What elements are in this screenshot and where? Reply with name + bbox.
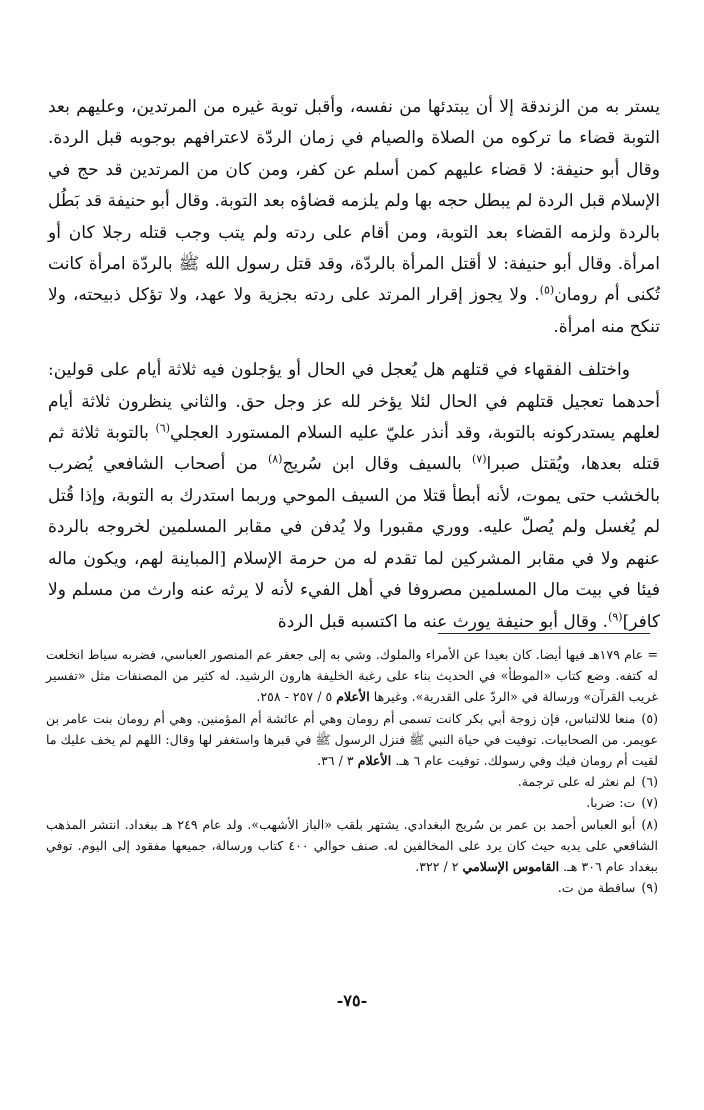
footnote-number: (٥) [641,710,658,726]
source-reference: القاموس الإسلامي [462,859,560,875]
footnote-9 [46,877,658,898]
paragraph-text: بالسيف وقال ابن سُريج [282,454,473,475]
source-reference: الأعلام [357,753,392,769]
footnote-ref: (٥) [539,283,555,297]
footnote-ref: (٩) [608,609,623,623]
footnote-text: ٢ / ٣٢٢. [415,859,463,875]
footnote-number: (٩) [641,880,658,896]
footnote-text: ت: ضربا. [586,795,636,811]
footnote-8 [46,814,658,878]
paragraph-text: . وقال أبو حنيفة يورث عنه ما اكتسبه قبل الردة [277,611,609,632]
footnote-text: لم نعثر له على ترجمة. [517,774,636,790]
footnote-ref: (٨) [267,452,283,466]
footnote-number: (٨) [641,816,658,832]
footnote-text: ساقطة من ت. [557,880,636,896]
page-number: -٧٥- [336,991,368,1010]
footnote-divider [438,633,650,634]
footnote-ref: (٧) [472,452,487,466]
paragraph [48,92,660,343]
paragraph-text: بالتوبة ثلاثة ثم قتله بعدها، ويُقتل صبرا [48,423,660,475]
footnote-text: منعا للالتباس، فإن زوجة أبي بكر كانت تسمى أم رومان وهي أم عائشة أم المؤمنين. وهي أم رومان بنت عامر بن عويمر. من الصحابيات. توفيت في حياة النبي ﷺ فنزل الرسول ﷺ في قبرها واستغفر لها وقال: اللهم لم يخف عليك ما لقيت أم رومان فيك وفي رسولك. توفيت عام ٦ هـ. [46,710,658,769]
footnotes [46,644,658,898]
paragraph-text: . ولا يجوز إقرار المرتد على ردته بجزية ولا عهد، ولا تؤكل ذبيحته، ولا تنكح منه امرأة. [48,285,660,337]
paragraph-text: من أصحاب الشافعي يُضرب بالخشب حتى يموت، لأنه أبطأ قتلا من السيف الموحي وربما استدرك به التوبة، وإذا قُتل لم يُغسل ولم يُصلّ عليه. ووري مقبورا ولا يُدفن في مقابر المسلمين لخروجه بالردة عنهم ولا في مقابر المشركين لما تقدم له من حرمة الإسلام [المباينة لهم، ويكون ماله فيئا في بيت مال المسلمين مصروفا في أهل الفيء لأنه لا يرثه عنه وارث من مسلم ولا كافر] [48,454,660,632]
paragraph-text: واختلف الفقهاء في قتلهم هل يُعجل في الحال أو يؤجلون فيه ثلاثة أيام على قولين: أحدهما تعجيل قتلهم في الحال لئلا يؤخر لله عز وجل حق. والثاني ينظرون ثلاثة أيام لعلهم يستدركونه بالتوبة، وقد أنذر عليّ عليه السلام المستورد العجلي [48,360,661,444]
footnote-6 [46,771,658,792]
footnote-5 [46,708,658,772]
footnote-ref: (٦) [155,421,171,435]
paragraph-text: يستر به من الزندقة إلا أن يبتدئها من نفسه، وأقبل توبة غيره من المرتدين، وعليهم بعد التوبة قضاء ما تركوه من الصلاة والصيام في زمان الردّة لاعترافهم بوجوبه قبل الردة. وقال أبو حنيفة: لا قضاء عليهم كمن أسلم عن كفر، ومن كان من المرتدين قد حج في الإسلام قبل الردة لم يبطل حجه بها ولم يلزمه قضاؤه بعد التوبة. وقال أبو حنيفة قد بَطُل بالردة ولزمه القضاء بعد التوبة، ومن أقام على ردته ولم يتب وجب قتله رجلا كان أو امرأة. وقال أبو حنيفة: لا أقتل المرأة بالردّة، وقد قتل رسول الله ﷺ بالردّة امرأة كانت تُكنى أم رومان [48,97,660,306]
main-text [48,92,660,638]
footnote-text: أبو العباس أحمد بن عمر بن سُريج البغدادي. يشتهر بلقب «الباز الأشهب». ولد عام ٢٤٩ هـ ببغداد. انتشر المذهب الشافعي على يديه حيث كان يرد على المخالفين له. صنف حوالي ٤٠٠ كتاب ورسالة، جميعها مفقود إلى اليوم. توفي ببغداد عام ٣٠٦ هـ. [46,816,658,875]
footnote-continuation [46,644,658,708]
footnote-text: ٥ / ٢٥٧ - ٢٥٨. [256,689,337,705]
footnote-number: (٦) [641,774,658,790]
footnote-text: = عام ١٧٩هـ فيها أيضا. كان بعيدا عن الأمراء والملوك. وشي به إلى جعفر عم المنصور العباسي، فضربه سياط انخلعت له كتفه. وضع كتاب «الموطأ» في الحديث بناء على رغبة الخليفة هارون الرشيد. له كثير من المصنفات مثل «تفسير غريب القرآن» ورسالة في «الردّ على القدرية». وغيرها [46,647,658,705]
footnote-text: ٣ / ٣٦. [317,753,358,769]
paragraph [48,355,660,638]
source-reference: الأعلام [336,689,370,705]
footnote-number: (٧) [641,795,658,811]
footnote-7 [46,792,658,813]
